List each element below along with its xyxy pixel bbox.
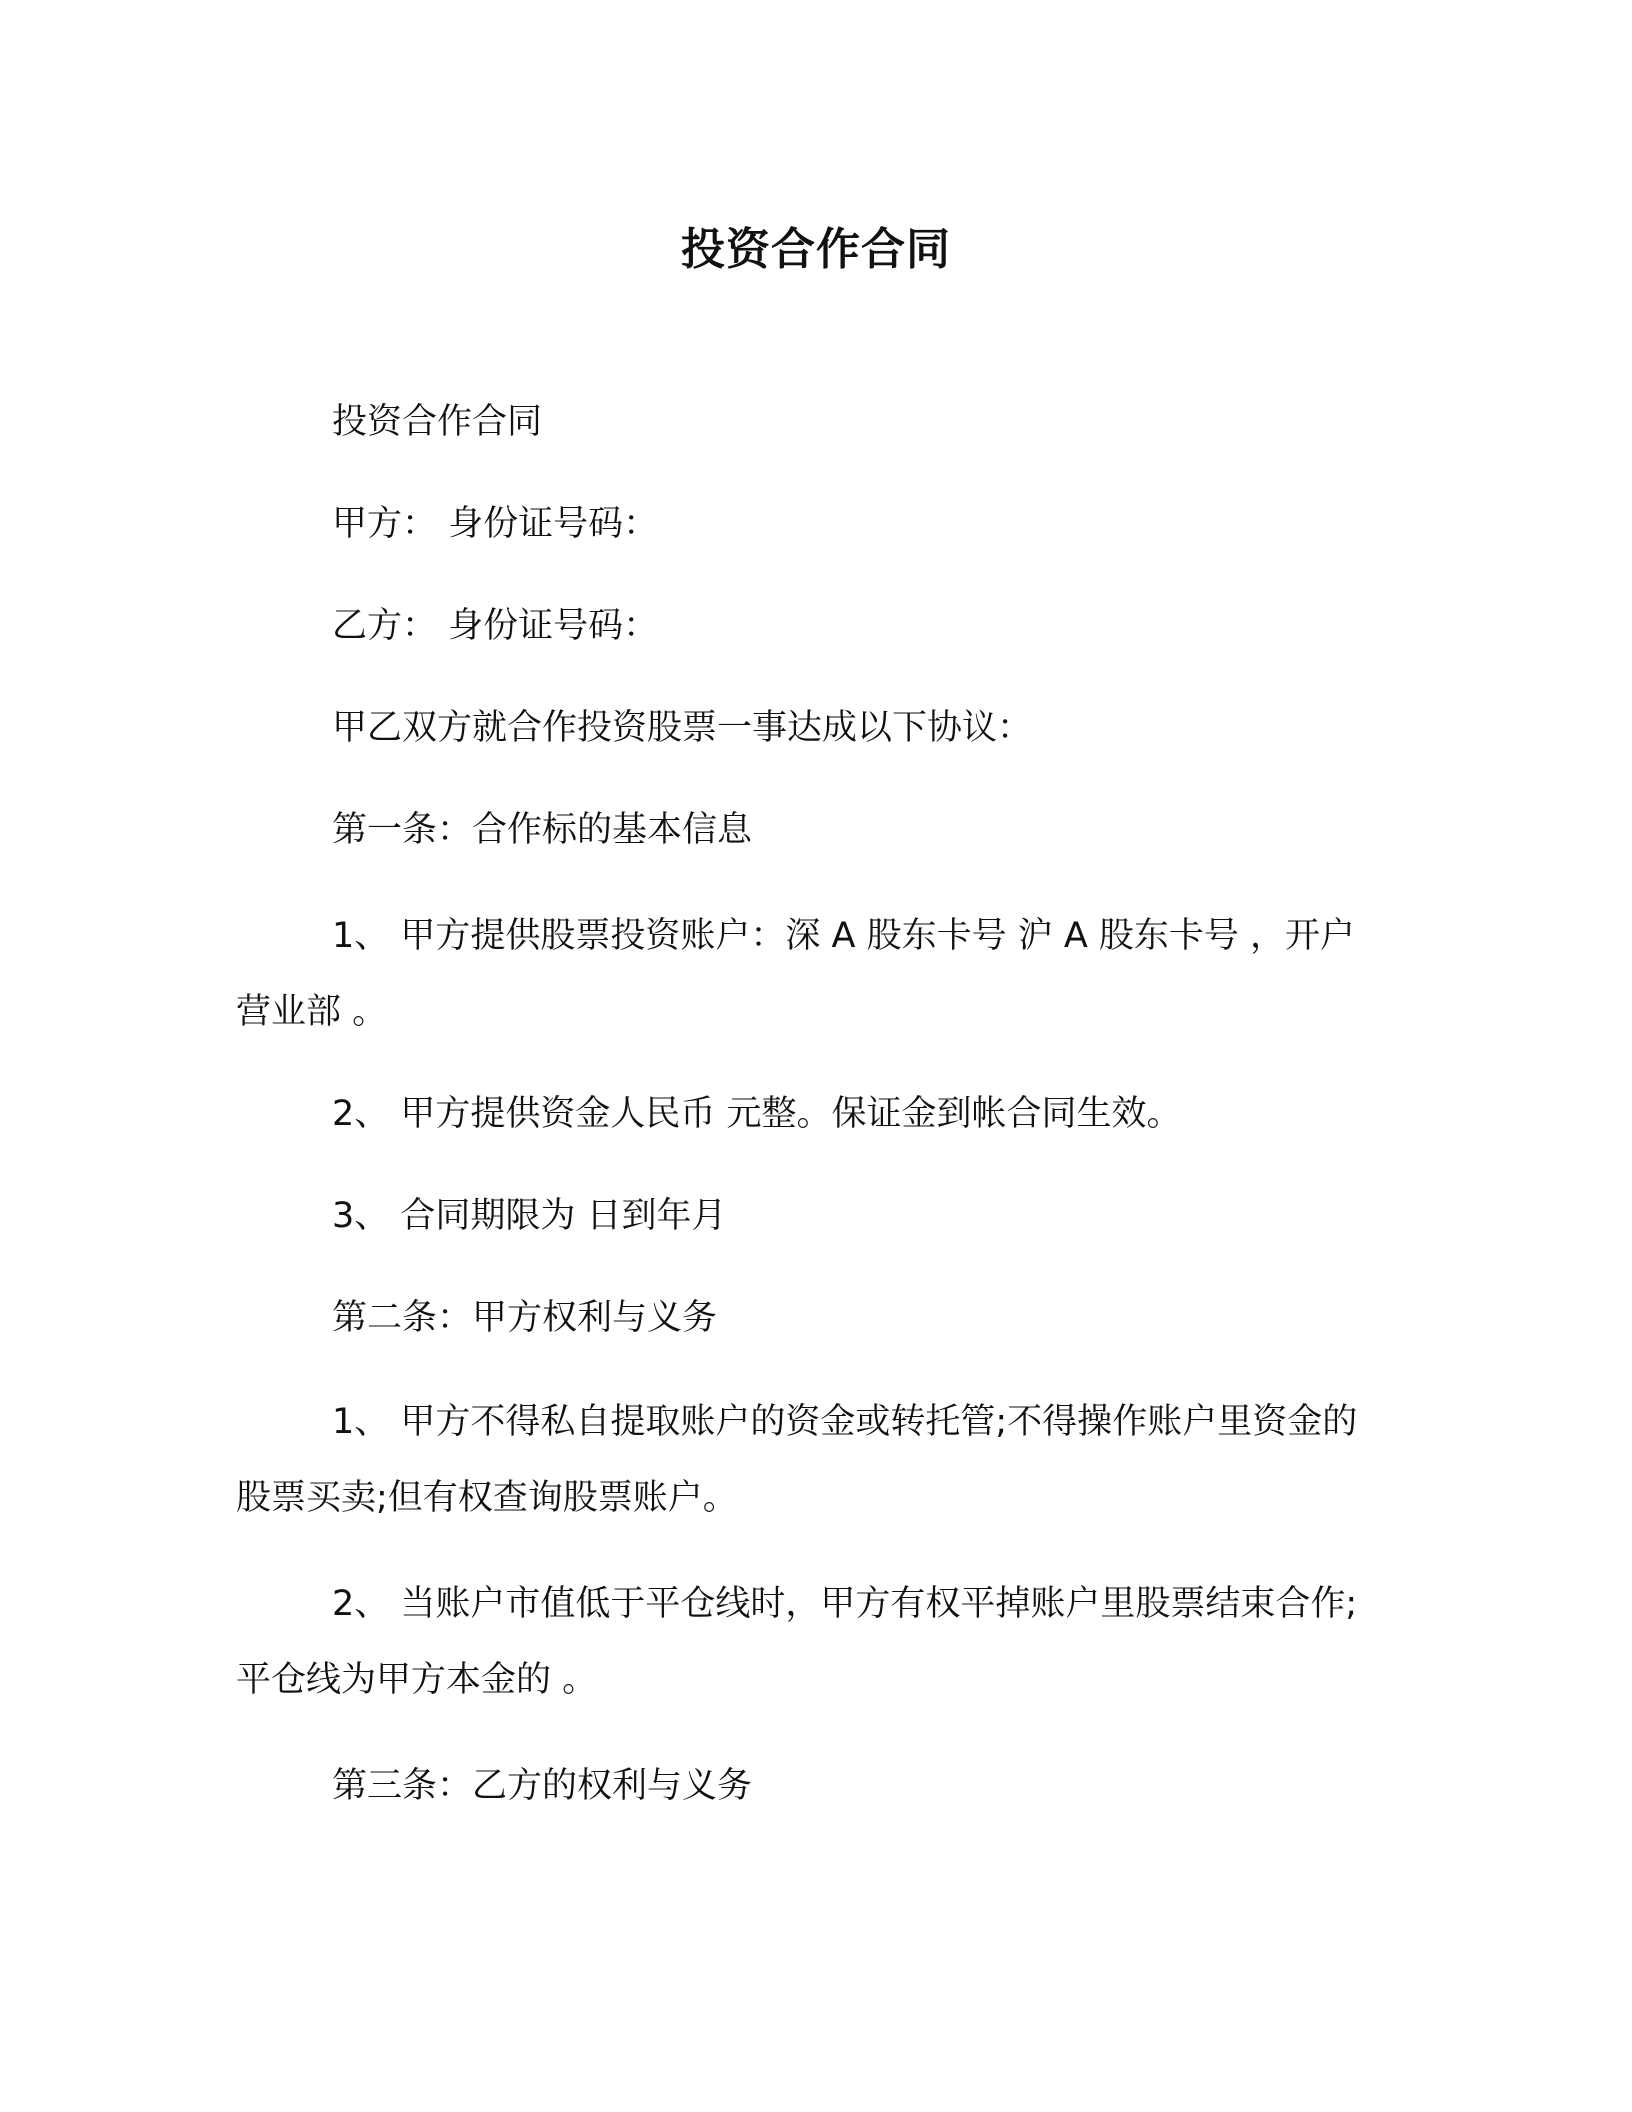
paragraph-article-2-item-1: 1、 甲方不得私自提取账户的资金或转托管;不得操作账户里资金的股票买卖;但有权查询股票账户。 [236, 1402, 1358, 1518]
paragraph-article-2-item-2: 2、 当账户市值低于平仓线时，甲方有权平掉账户里股票结束合作;平仓线为甲方本金的 。 [236, 1584, 1358, 1700]
paragraph-article-1-item-3: 3、 合同期限为 日到年月 [332, 1196, 727, 1236]
paragraph-article-1-heading: 第一条：合作标的基本信息 [332, 810, 753, 850]
paragraph-party-a: 甲方： 身份证号码： [332, 504, 659, 544]
document-title: 投资合作合同 [681, 224, 951, 275]
paragraph-article-3-heading: 第三条：乙方的权利与义务 [332, 1766, 753, 1806]
paragraph-article-2-heading: 第二条：甲方权利与义务 [332, 1298, 718, 1338]
paragraph-article-1-item-1: 1、 甲方提供股票投资账户：深 A 股东卡号 沪 A 股东卡号 ，开户营业部 。 [236, 916, 1356, 1032]
paragraph-article-1-item-2: 2、 甲方提供资金人民币 元整。保证金到帐合同生效。 [332, 1094, 1182, 1134]
paragraph-subtitle: 投资合作合同 [332, 402, 543, 442]
paragraph-party-b: 乙方： 身份证号码： [332, 606, 659, 646]
paragraph-agreement-intro: 甲乙双方就合作投资股票一事达成以下协议： [332, 708, 1033, 748]
